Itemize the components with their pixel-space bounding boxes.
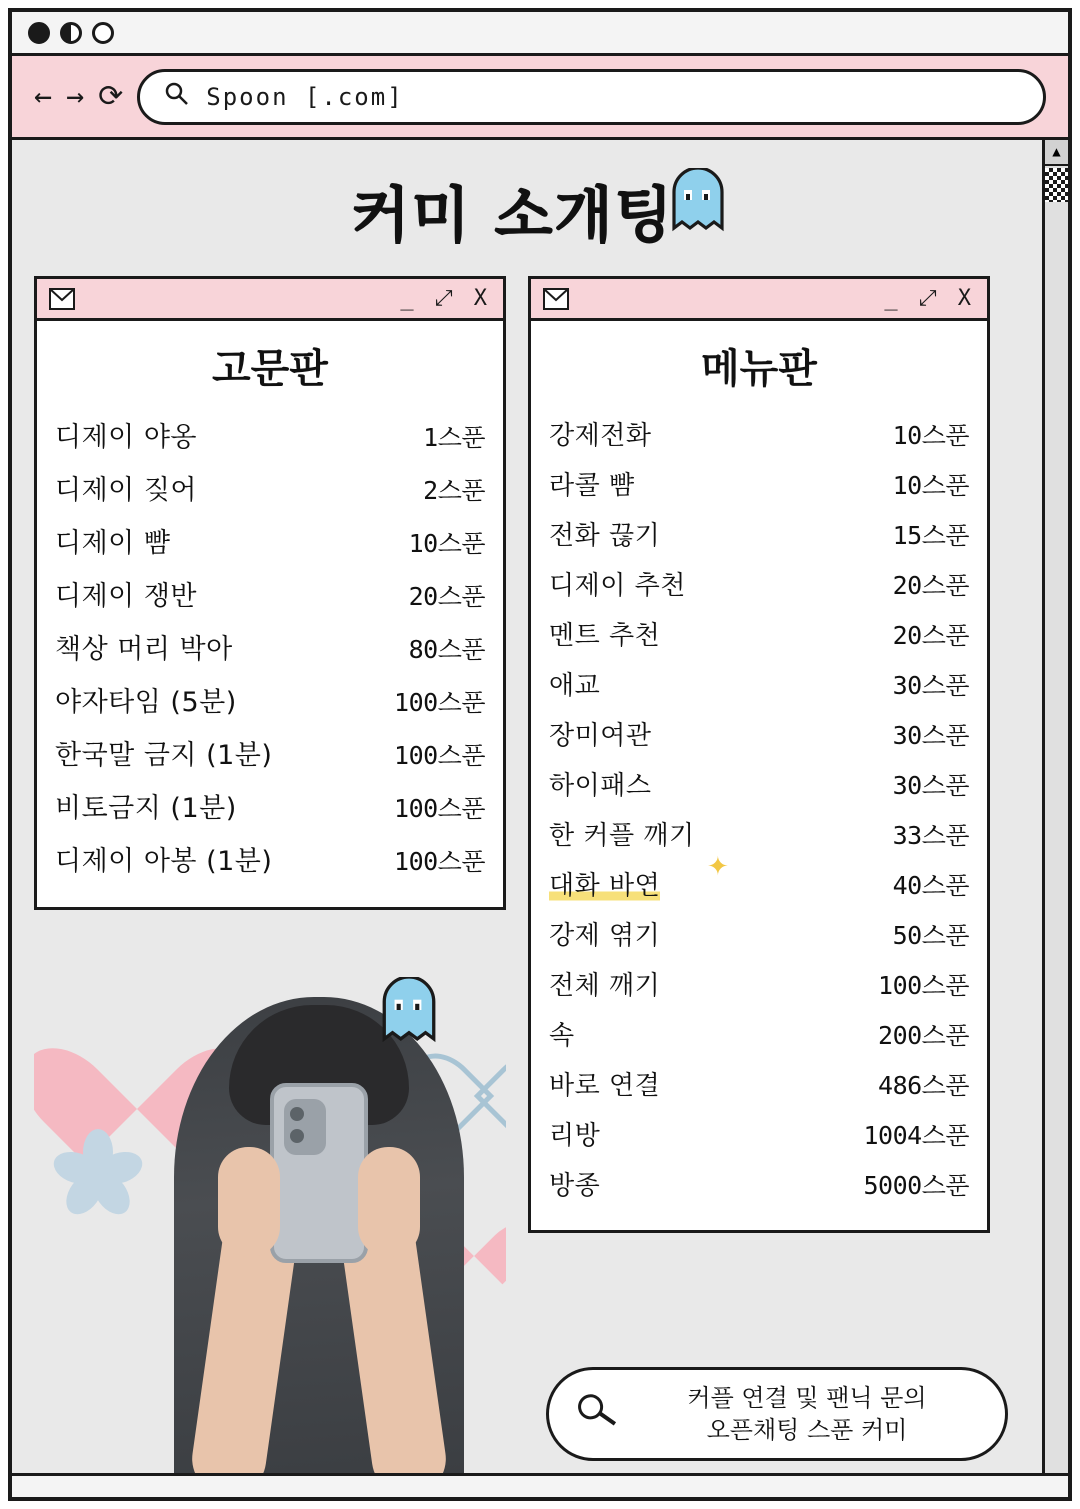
item-label: 책상 머리 박아: [55, 634, 233, 665]
panel-notice-rows: [37, 404, 503, 907]
photo-collage: [34, 977, 506, 1497]
list-item: [549, 1058, 969, 1108]
item-label: 전체 깨기: [549, 970, 661, 1001]
panel-notice-controls[interactable]: _ ⤢ X: [400, 286, 491, 311]
list-item: [55, 567, 485, 620]
mail-icon: [543, 288, 569, 310]
reload-icon[interactable]: ⟳: [98, 78, 124, 114]
list-item: [549, 1008, 969, 1058]
address-bar-row: [12, 56, 1068, 140]
item-label: 디제이 짖어: [55, 475, 197, 506]
item-price: 40스푼: [892, 870, 969, 900]
item-price: 100스푼: [394, 794, 485, 823]
panel-menu-controls[interactable]: _ ⤢ X: [884, 286, 975, 311]
scrollbar[interactable]: [1042, 140, 1068, 1497]
list-item: [549, 558, 969, 608]
page-content: [12, 140, 1068, 1497]
address-text: Spoon [.com]: [206, 82, 404, 111]
item-price: 10스푼: [892, 420, 969, 450]
scrollbar-thumb[interactable]: [1045, 168, 1068, 202]
list-item: [549, 758, 969, 808]
panel-menu: [528, 276, 990, 1233]
item-label: 리방: [549, 1120, 601, 1151]
item-price: 33스푼: [892, 820, 969, 850]
item-label: 애교: [549, 670, 601, 701]
list-item: [549, 508, 969, 558]
list-item: [55, 620, 485, 673]
item-price: 20스푼: [892, 620, 969, 650]
item-price: 20스푼: [892, 570, 969, 600]
back-icon[interactable]: ←: [34, 78, 53, 114]
contact-line-1: 커플 연결 및 팬닉 문의: [687, 1383, 927, 1412]
item-price: 1스푼: [423, 423, 485, 452]
list-item: [55, 726, 485, 779]
heart-outline-icon: [438, 1017, 506, 1103]
list-item: [549, 808, 969, 858]
page-title-text: 커미 소개팅: [351, 181, 675, 251]
item-price: 1004스푼: [863, 1120, 969, 1150]
item-price: 486스푼: [878, 1070, 969, 1100]
item-price: 100스푼: [394, 741, 485, 770]
list-item: [549, 708, 969, 758]
item-label: 한국말 금지 (1분): [55, 740, 273, 771]
list-item: [549, 608, 969, 658]
item-label: 디제이 뺨: [55, 528, 171, 559]
item-label: 비토금지 (1분): [55, 793, 237, 824]
mail-icon: [49, 288, 75, 310]
item-label: 멘트 추천: [549, 620, 661, 651]
page-title: [12, 140, 1068, 254]
item-label: 바로 연결: [549, 1070, 661, 1101]
item-label: 강제전화: [549, 420, 652, 451]
ghost-icon: [374, 977, 444, 1043]
item-price: 100스푼: [394, 847, 485, 876]
window-dot-minimize[interactable]: [60, 22, 82, 44]
item-label: 방종: [549, 1170, 601, 1201]
flower-icon: [50, 1127, 146, 1223]
address-input[interactable]: [137, 69, 1046, 125]
profile-photo: [174, 997, 464, 1497]
list-item: [549, 408, 969, 458]
list-item: [549, 908, 969, 958]
item-price: 100스푼: [394, 688, 485, 717]
item-label: 디제이 야옹: [55, 422, 197, 453]
item-price: 30스푼: [892, 670, 969, 700]
browser-window: [8, 8, 1072, 1501]
item-label: 야자타임 (5분): [55, 687, 237, 718]
item-price: 200스푼: [878, 1020, 969, 1050]
list-item: [55, 779, 485, 832]
item-price: 20스푼: [408, 582, 485, 611]
title-bar: [12, 12, 1068, 56]
item-label: 디제이 아봉 (1분): [55, 846, 273, 877]
search-icon: [162, 79, 190, 114]
contact-line-2: 오픈채팅 스푼 커미: [706, 1416, 908, 1444]
scroll-up-icon[interactable]: ▲: [1045, 140, 1068, 166]
item-price: 2스푼: [423, 476, 485, 505]
item-label: 디제이 쟁반: [55, 581, 197, 612]
item-price: 15스푼: [892, 520, 969, 550]
ghost-icon: [668, 168, 728, 247]
item-price: 10스푼: [408, 529, 485, 558]
list-item: [55, 408, 485, 461]
list-item: [549, 852, 969, 908]
item-price: 80스푼: [408, 635, 485, 664]
item-price: 10스푼: [892, 470, 969, 500]
contact-button[interactable]: [546, 1367, 1008, 1461]
item-price: 100스푼: [878, 970, 969, 1000]
item-price: 5000스푼: [863, 1170, 969, 1200]
magnifier-icon: [571, 1385, 621, 1443]
list-item: [549, 658, 969, 708]
item-label: 하이패스: [549, 770, 652, 801]
list-item: [55, 514, 485, 567]
panel-notice-title: 고문판: [212, 346, 328, 392]
panel-menu-title: 메뉴판: [701, 346, 817, 392]
item-label: 라콜 뺨: [549, 470, 635, 501]
list-item: [549, 958, 969, 1008]
item-label: 한 커플 깨기: [549, 820, 695, 851]
item-label: 대화 바연: [549, 865, 660, 902]
list-item: [55, 673, 485, 726]
item-label: 속: [549, 1020, 575, 1051]
panel-menu-rows: [531, 404, 987, 1230]
item-price: 50스푼: [892, 920, 969, 950]
list-item: [549, 1108, 969, 1158]
panel-notice-titlebar: [37, 279, 503, 321]
status-bar: [12, 1473, 1068, 1497]
window-dot-close[interactable]: [28, 22, 50, 44]
item-label: 강제 엮기: [549, 920, 661, 951]
item-label: 디제이 추천: [549, 570, 686, 601]
list-item: [549, 1158, 969, 1208]
list-item: [55, 461, 485, 514]
item-label: 전화 끊기: [549, 520, 661, 551]
window-dot-maximize[interactable]: [92, 22, 114, 44]
sparkle-icon: ✦: [707, 852, 729, 882]
item-price: 30스푼: [892, 720, 969, 750]
list-item: [549, 458, 969, 508]
panel-notice: [34, 276, 506, 910]
item-price: 30스푼: [892, 770, 969, 800]
list-item: [55, 832, 485, 885]
forward-icon[interactable]: →: [66, 78, 85, 114]
item-label: 장미여관: [549, 720, 652, 751]
panel-menu-titlebar: [531, 279, 987, 321]
